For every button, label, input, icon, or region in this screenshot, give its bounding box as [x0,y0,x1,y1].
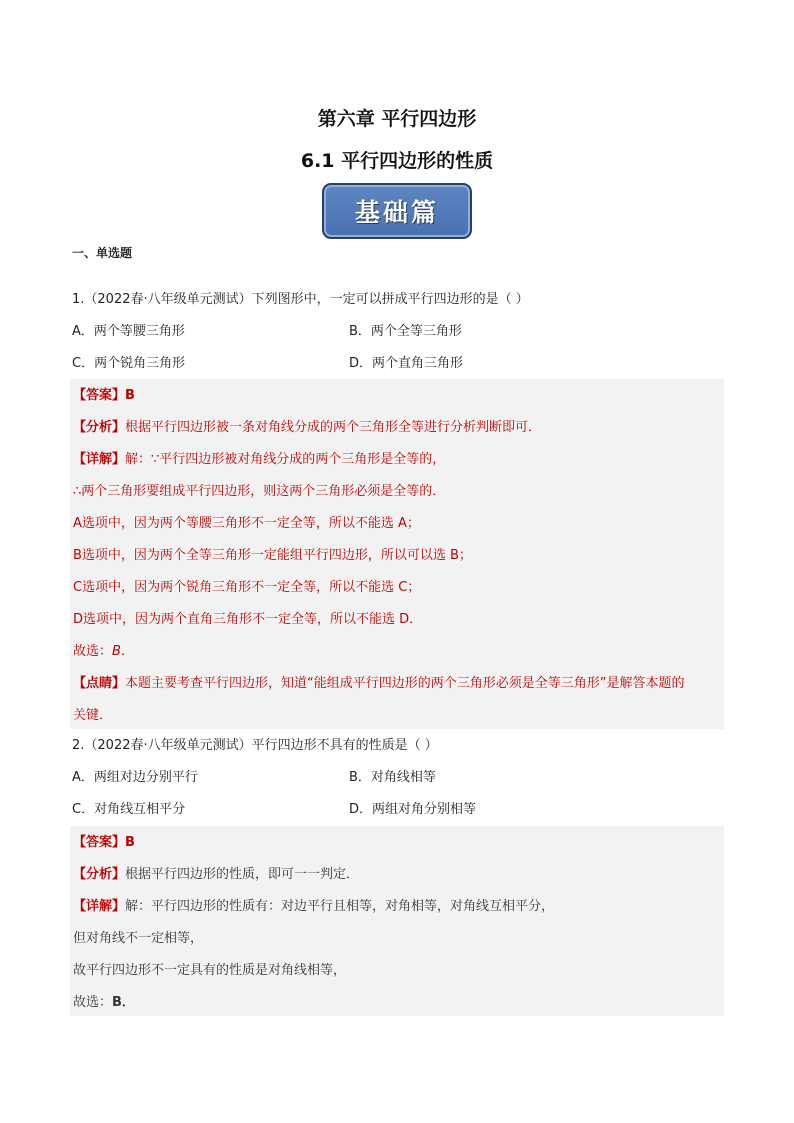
detail-row [73,898,554,916]
analysis-tag: 【分析】 [73,867,126,882]
answer-row [73,834,135,852]
answer-value: B [125,835,135,850]
answer-value: B [125,388,135,403]
question-2-solution [70,826,724,1016]
analysis-row [73,419,541,437]
detail-text: 解：∵平行四边形被对角线分成的两个三角形是全等的， [125,452,446,467]
question-1-option-c: C．两个锐角三角形 [72,356,186,371]
comment-row [73,675,685,693]
question-1-solution [70,379,724,729]
analysis-text: 根据平行四边形的性质，即可一一判定． [125,867,360,882]
question-2-option-b: B．对角线相等 [349,770,436,785]
detail-tag: 【详解】 [73,899,126,914]
choose-value: B． [112,644,134,659]
section-label: 一、单选题 [72,246,133,260]
comment-line: 关键． [73,708,113,723]
comment-tag: 【点睛】 [73,676,126,691]
question-1-option-d: D．两个直角三角形 [349,356,464,371]
detail-row [73,451,445,469]
question-1-stem: 1.（2022春·八年级单元测试）下列图形中，一定可以拼成平行四边形的是（ ） [72,292,529,307]
choose-label: 故选： [73,995,113,1010]
detail-line: A选项中，因为两个等腰三角形不一定全等，所以不能选 A； [73,516,420,531]
detail-line: ∴两个三角形要组成平行四边形，则这两个三角形必须是全等的． [73,484,446,499]
question-1-option-a: A．两个等腰三角形 [72,324,185,339]
detail-line: C选项中，因为两个锐角三角形不一定全等，所以不能选 C； [73,580,421,595]
detail-tag: 【详解】 [73,452,126,467]
detail-text: 解：平行四边形的性质有：对边平行且相等，对角相等，对角线互相平分， [125,899,555,914]
question-2-stem: 2.（2022春·八年级单元测试）平行四边形不具有的性质是（ ） [72,738,438,753]
question-2-option-c: C．对角线互相平分 [72,802,186,817]
choose-value: B． [112,995,135,1010]
choose-row [73,643,134,661]
choose-row [73,994,135,1012]
answer-row [73,387,135,405]
question-2-option-d: D．两组对角分别相等 [349,802,477,817]
choose-label: 故选： [73,644,113,659]
question-2-option-a: A．两组对边分别平行 [72,770,198,785]
detail-line: D选项中，因为两个直角三角形不一定全等，所以不能选 D． [73,612,423,627]
comment-text: 本题主要考查平行四边形，知道“能组成平行四边形的两个三角形必须是全等三角形”是解答本题的 [125,676,685,691]
answer-tag: 【答案】 [73,388,126,403]
answer-tag: 【答案】 [73,835,126,850]
chapter-title: 第六章 平行四边形 [317,108,477,130]
question-1-option-b: B．两个全等三角形 [349,324,462,339]
detail-line: B选项中，因为两个全等三角形一定能组平行四边形，所以可以选 B； [73,548,472,563]
detail-line: 故平行四边形不一定具有的性质是对角线相等， [73,963,347,978]
analysis-tag: 【分析】 [73,420,126,435]
detail-line: 但对角线不一定相等， [73,931,204,946]
level-badge: 基础篇 [322,183,472,239]
analysis-text: 根据平行四边形被一条对角线分成的两个三角形全等进行分析判断即可． [125,420,542,435]
analysis-row [73,866,359,884]
section-title: 6.1 平行四边形的性质 [300,150,494,172]
